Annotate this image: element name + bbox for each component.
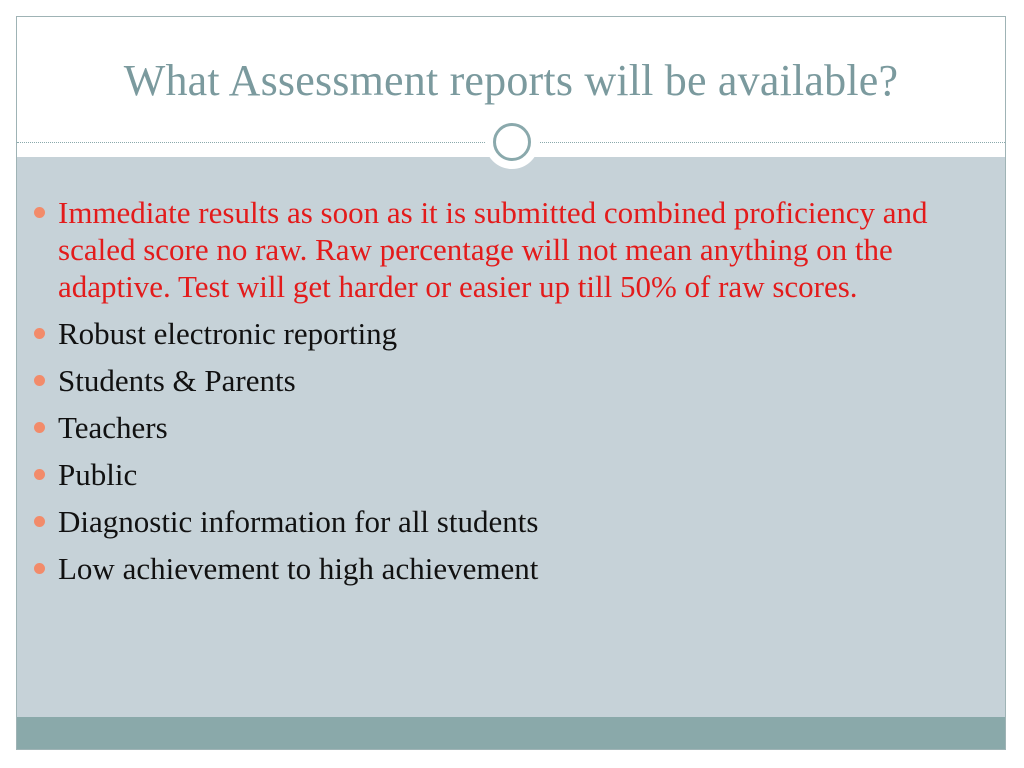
dot-bullet-icon xyxy=(34,207,45,218)
bullet-text: Diagnostic information for all students xyxy=(58,504,539,539)
bullet-item xyxy=(34,194,954,305)
dot-bullet-icon xyxy=(34,516,45,527)
bullet-list xyxy=(34,194,954,597)
dot-bullet-icon xyxy=(34,563,45,574)
bullet-text: Students & Parents xyxy=(58,363,296,398)
bullet-item xyxy=(34,503,954,540)
bullet-text: Immediate results as soon as it is submitted combined proficiency and scaled score no raw. Raw percentage will not mean anything on the adaptive. Test will get harder or easier up till 50% of raw scores. xyxy=(58,195,928,304)
bullet-item xyxy=(34,456,954,493)
slide-title: What Assessment reports will be available? xyxy=(123,56,899,105)
footer-band xyxy=(17,717,1005,750)
bullet-item xyxy=(34,362,954,399)
bullet-item xyxy=(34,315,954,352)
bullet-text: Public xyxy=(58,457,138,492)
bullet-text: Teachers xyxy=(58,410,168,445)
bullet-item xyxy=(34,409,954,446)
circle-ring xyxy=(493,123,531,161)
dot-bullet-icon xyxy=(34,375,45,386)
bullet-text: Low achievement to high achievement xyxy=(58,551,539,586)
bullet-item xyxy=(34,550,954,587)
bullet-text: Robust electronic reporting xyxy=(58,316,398,351)
dot-bullet-icon xyxy=(34,469,45,480)
dot-bullet-icon xyxy=(34,328,45,339)
dot-bullet-icon xyxy=(34,422,45,433)
circle-ornament-icon xyxy=(485,115,539,169)
